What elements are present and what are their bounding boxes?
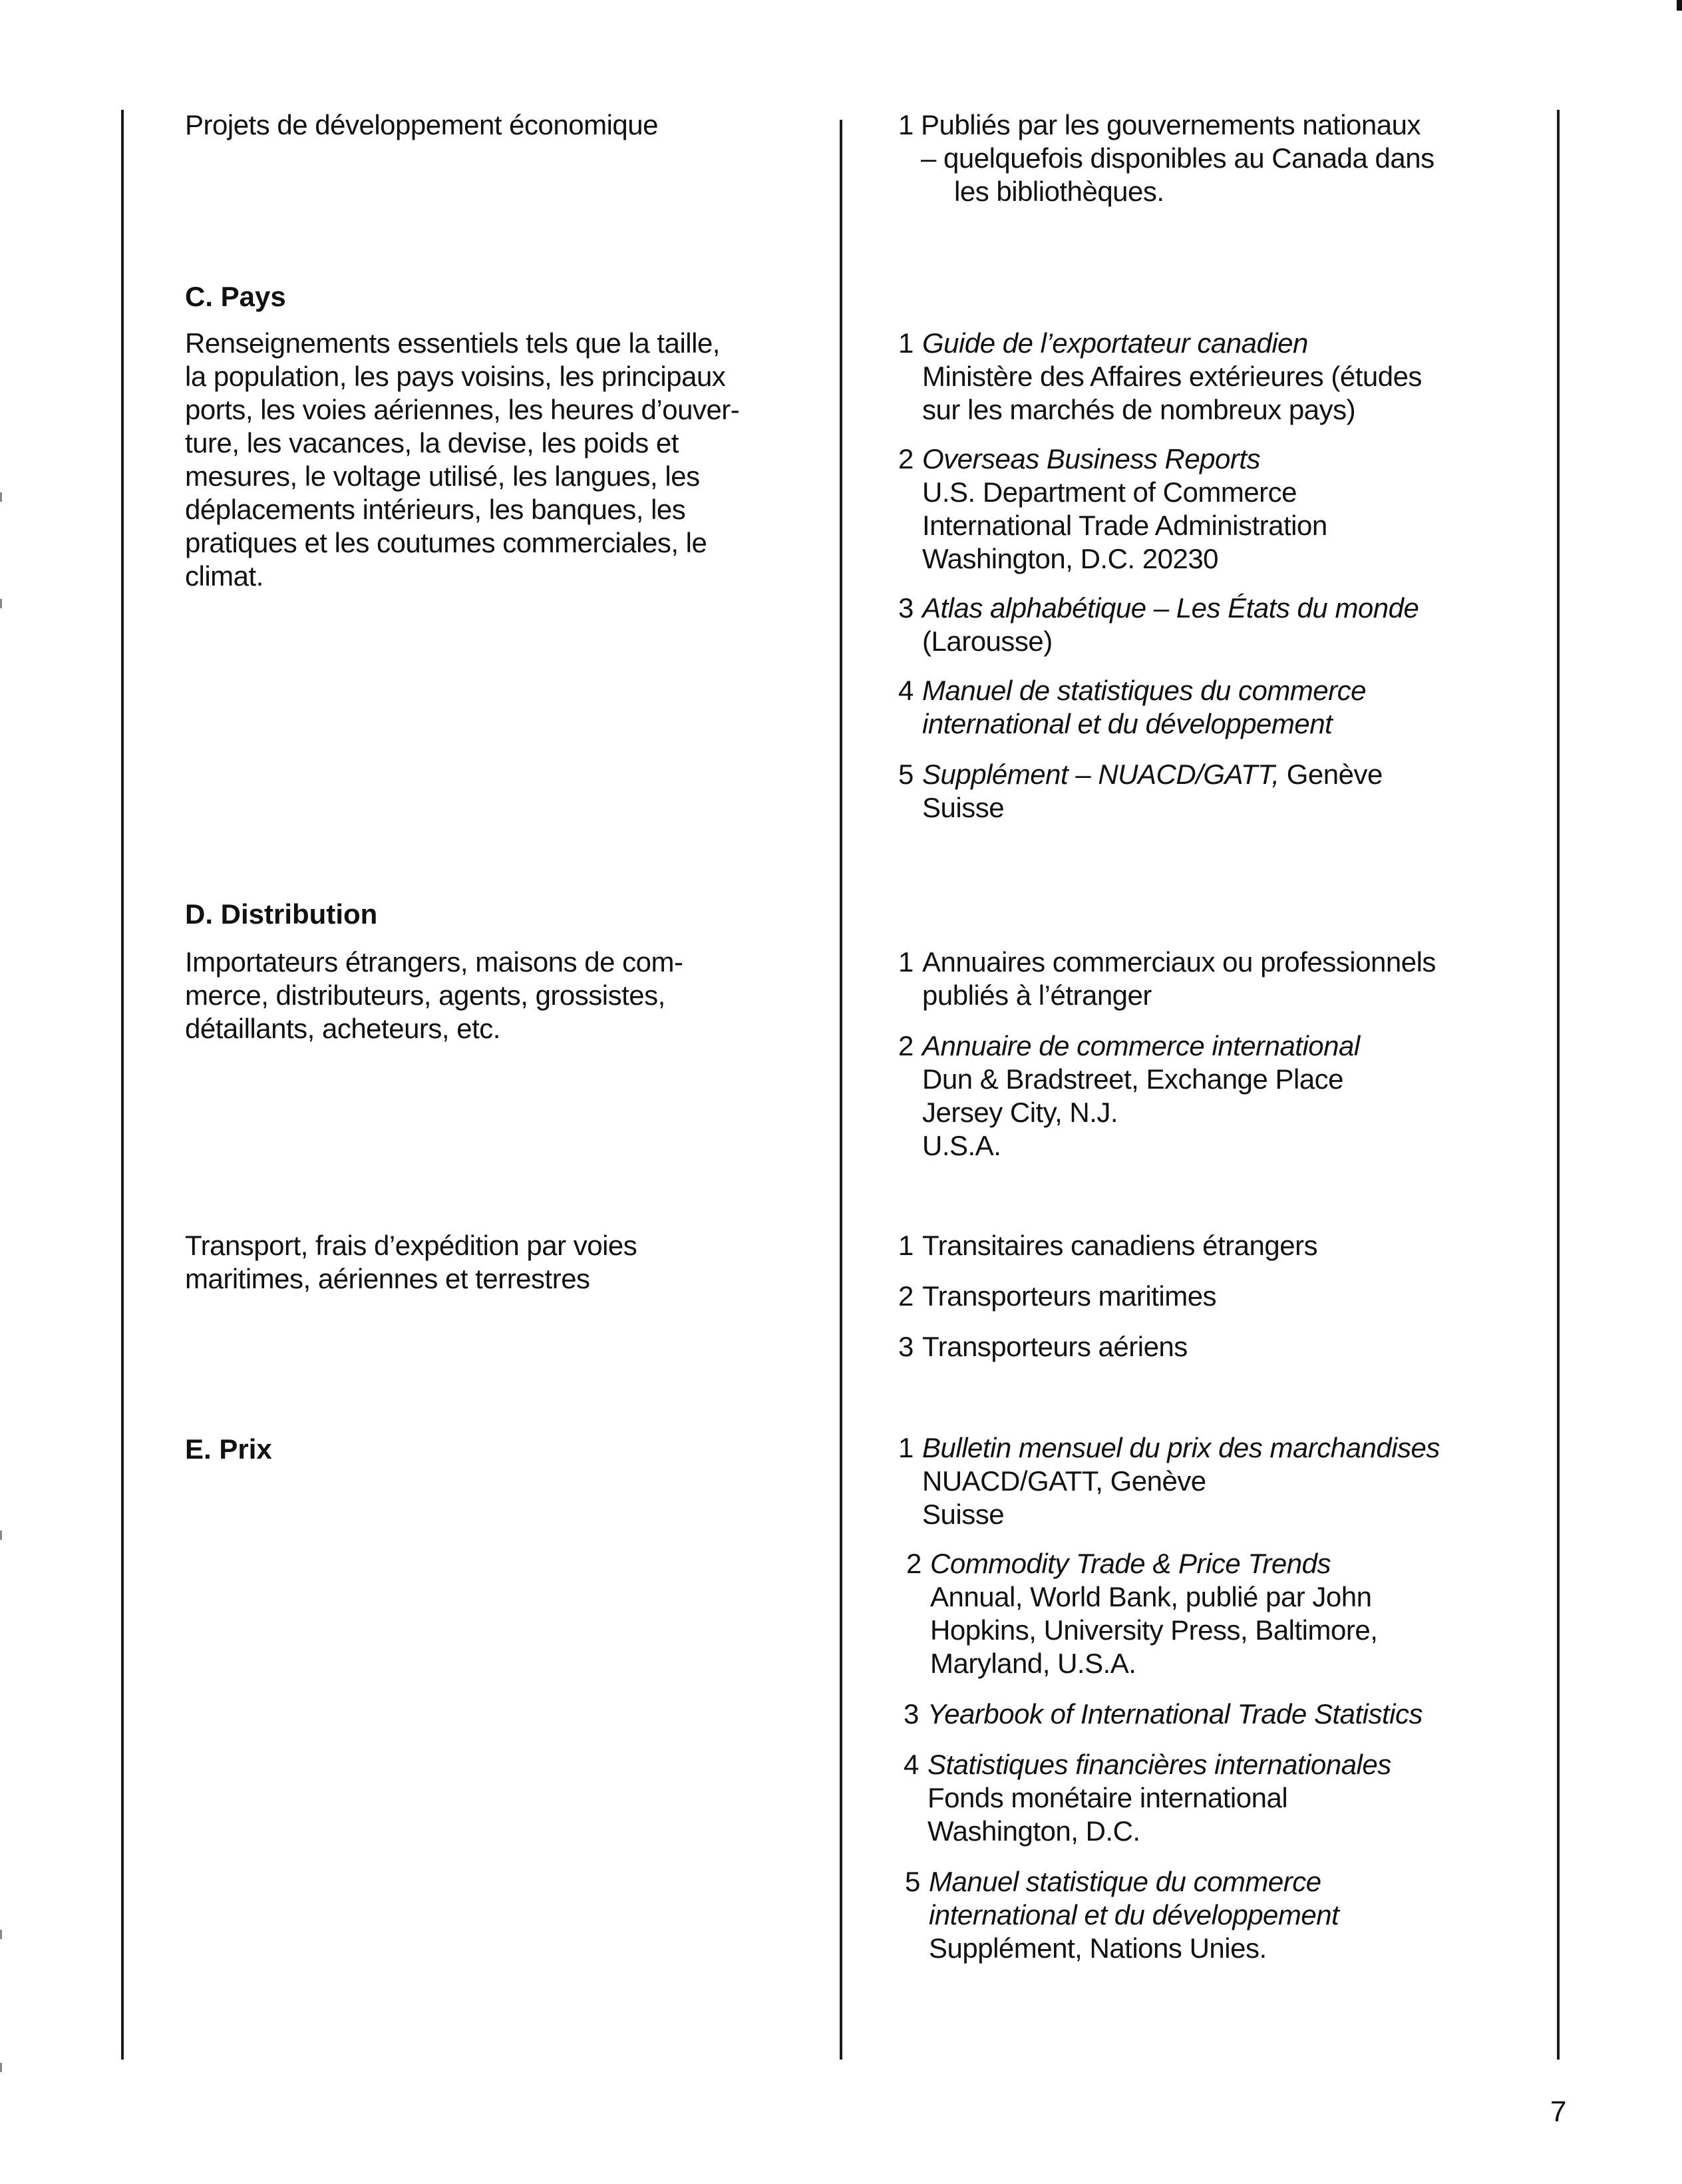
distribution-description-line: merce, distributeurs, agents, grossistes, — [185, 980, 665, 1011]
transport-description-line: Transport, frais d’expédition par voies — [185, 1230, 637, 1261]
prix-source-line: Hopkins, University Press, Baltimore, — [930, 1614, 1378, 1646]
distribution-source-number: 2 — [898, 1030, 914, 1061]
pays-source-location: Genève — [1279, 759, 1383, 790]
pays-description-line: ture, les vacances, la devise, les poids et — [185, 427, 679, 458]
dev-source-line: – quelquefois disponibles au Canada dans — [921, 142, 1434, 174]
prix-source-line: Annual, World Bank, publié par John — [930, 1581, 1372, 1612]
pays-source-line: U.S. Department of Commerce — [922, 476, 1297, 508]
pays-source-title: Supplément – NUACD/GATT, — [922, 759, 1279, 790]
prix-source-title: Statistiques financières internationales — [927, 1749, 1391, 1780]
transport-description-line: maritimes, aériennes et terrestres — [185, 1263, 590, 1294]
pays-source-number: 1 — [898, 327, 914, 359]
prix-source-line: Supplément, Nations Unies. — [929, 1932, 1267, 1964]
prix-source-number: 1 — [898, 1432, 914, 1463]
distribution-source-title: Annuaire de commerce international — [922, 1030, 1360, 1061]
section-heading-pays: C. Pays — [185, 281, 286, 312]
pays-source-line: Washington, D.C. 20230 — [922, 543, 1219, 574]
scan-edge-mark — [0, 1531, 2, 1540]
prix-source-number: 2 — [906, 1548, 922, 1579]
pays-description-line: ports, les voies aériennes, les heures d’ouver- — [185, 394, 740, 425]
pays-source-number: 2 — [898, 443, 914, 474]
pays-source-title: Overseas Business Reports — [922, 443, 1261, 474]
section-heading-prix: E. Prix — [185, 1433, 272, 1465]
distribution-source-line: Jersey City, N.J. — [922, 1097, 1118, 1128]
distribution-source-line: Dun & Bradstreet, Exchange Place — [922, 1063, 1344, 1095]
dev-source-line: les bibliothèques. — [954, 176, 1164, 207]
distribution-source-line: publiés à l’étranger — [922, 980, 1152, 1011]
prix-source-title: Bulletin mensuel du prix des marchandises — [922, 1432, 1440, 1463]
pays-source-line: International Trade Administration — [922, 510, 1327, 541]
distribution-description-line: Importateurs étrangers, maisons de com- — [185, 946, 683, 978]
pays-description-line: déplacements intérieurs, les banques, les — [185, 494, 686, 525]
pays-source-title: Guide de l’exportateur canadien — [922, 327, 1308, 359]
prix-source-line: Maryland, U.S.A. — [930, 1648, 1136, 1679]
left-column-rule — [121, 110, 124, 2060]
transport-source-line: Transporteurs maritimes — [922, 1280, 1217, 1312]
prix-source-line: Washington, D.C. — [927, 1815, 1140, 1847]
dev-source-number: 1 — [898, 109, 914, 140]
pays-description-line: Renseignements essentiels tels que la taille, — [185, 327, 720, 359]
prix-source-number: 4 — [904, 1749, 919, 1780]
dev-source-line: Publiés par les gouvernements nationaux — [921, 109, 1421, 140]
pays-source-title: Manuel de statistiques du commerce — [922, 675, 1366, 706]
pays-source-line — [922, 757, 1383, 792]
pays-description-line: climat. — [185, 560, 263, 592]
prix-source-title: Commodity Trade & Price Trends — [930, 1548, 1331, 1579]
page-number: 7 — [1550, 2095, 1567, 2128]
scan-edge-mark — [0, 1930, 2, 1939]
section-heading-distribution: D. Distribution — [185, 898, 378, 930]
distribution-source-line: Annuaires commerciaux ou professionnels — [922, 946, 1436, 978]
prix-source-title: Yearbook of International Trade Statistics — [927, 1698, 1423, 1729]
transport-source-line: Transitaires canadiens étrangers — [922, 1230, 1318, 1261]
pays-description-line: mesures, le voltage utilisé, les langues, les — [185, 460, 700, 492]
transport-source-number: 2 — [898, 1280, 914, 1312]
scan-edge-mark — [0, 492, 2, 502]
right-column-rule — [1557, 110, 1560, 2060]
middle-column-rule — [840, 120, 842, 2060]
pays-source-number: 4 — [898, 675, 914, 706]
pays-description-line: la population, les pays voisins, les principaux — [185, 361, 726, 392]
prix-source-line: NUACD/GATT, Genève — [922, 1465, 1206, 1497]
distribution-description-line: détaillants, acheteurs, etc. — [185, 1013, 500, 1044]
pays-source-title: international et du développement — [922, 708, 1333, 739]
prix-source-title: international et du développement — [929, 1899, 1339, 1930]
scan-edge-mark — [0, 2063, 2, 2072]
pays-source-title: Atlas alphabétique – Les États du monde — [922, 592, 1419, 624]
pays-source-line: Ministère des Affaires extérieures (études — [922, 361, 1422, 392]
prix-source-number: 5 — [905, 1866, 920, 1897]
pays-source-number: 3 — [898, 592, 914, 624]
pays-description-line: pratiques et les coutumes commerciales, le — [185, 527, 707, 558]
scan-edge-mark — [1677, 0, 1682, 11]
transport-source-line: Transporteurs aériens — [922, 1331, 1188, 1362]
prix-source-title: Manuel statistique du commerce — [929, 1866, 1321, 1897]
pays-source-line: Suisse — [922, 792, 1005, 823]
dev-projects-label: Projets de développement économique — [185, 109, 658, 140]
prix-source-line: Fonds monétaire international — [927, 1782, 1288, 1813]
scan-edge-mark — [0, 599, 2, 608]
distribution-source-line: U.S.A. — [922, 1130, 1001, 1161]
transport-source-number: 3 — [898, 1331, 914, 1362]
pays-source-line: (Larousse) — [922, 626, 1053, 657]
pays-source-line: sur les marchés de nombreux pays) — [922, 394, 1356, 425]
transport-source-number: 1 — [898, 1230, 914, 1261]
prix-source-line: Suisse — [922, 1499, 1005, 1530]
distribution-source-number: 1 — [898, 946, 914, 978]
prix-source-number: 3 — [904, 1698, 919, 1729]
pays-source-number: 5 — [898, 759, 914, 790]
